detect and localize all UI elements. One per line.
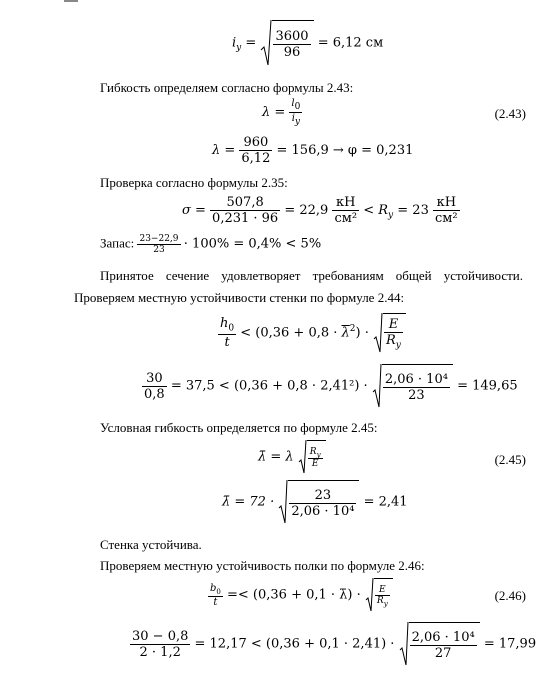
text-accepted: Принятое сечение удовлетворяет требованиям общей устойчивости. bbox=[100, 268, 523, 283]
text-flange-check: Проверяем местную устойчивость полки по формуле 2.46: bbox=[100, 558, 425, 573]
formula-lambda-def: λ = $\frac{l_0}{i_y}$ bbox=[262, 98, 301, 127]
formula-iy: $i_y$ = 3600 96 = 6,12 см bbox=[232, 20, 383, 66]
text-flex-243: Гибкость определяем согласно формулы 2.43: bbox=[100, 80, 354, 95]
formula-lambda-bar-value: λ̄ = 72 · 23 2,06 · 10⁴ = 2,41 bbox=[222, 480, 408, 524]
formula-lambda-value: λ = $\frac{960}{6,12}$ = 156,9 → φ = 0,231 bbox=[212, 135, 414, 166]
formula-margin: Запас: $\frac{23-22,9}{23}$ · 100% = 0,4% < 5% bbox=[100, 234, 322, 255]
eq-number-245: (2.45) bbox=[494, 452, 526, 467]
formula-h0t: $\frac{h_0}{t}$ < $(0,36 + 0,8 \cdot \overline{\lambda}^2)$ · E $R_y$ bbox=[218, 313, 406, 353]
formula-lambda-bar-def: λ̄ = λ $R_y$ E bbox=[258, 440, 326, 474]
page-top-marker bbox=[64, 0, 78, 2]
text-local-check: Проверяем местную устойчивости стенки по формуле 2.44: bbox=[74, 290, 405, 305]
formula-b0t: $\frac{b_0}{t}$ =< (0,36 + 0,1 · λ̄) · E $R_y$ bbox=[208, 578, 393, 612]
eq-number-243: (2.43) bbox=[494, 106, 526, 121]
eq-number-246: (2.46) bbox=[494, 588, 526, 603]
formula-b0t-value: $\frac{30 - 0,8}{2 \cdot 1,2}$ = 12,17 < (0,36 + 0,1 · 2,41) · 2,06 · 10⁴ 27 = 17,99 bbox=[130, 622, 536, 666]
formula-h0t-value: $\frac{30}{0,8}$ = 37,5 < (0,36 + 0,8 · 2,41²) · 2,06 · 10⁴ 23 = 149,65 bbox=[142, 364, 518, 408]
text-check-235: Проверка согласно формулы 2.35: bbox=[100, 175, 288, 190]
text-wall-stable: Стенка устойчива. bbox=[100, 537, 202, 552]
text-cond-flex: Условная гибкость определяется по формуле 2.45: bbox=[100, 420, 378, 435]
formula-sigma: σ = $\frac{507,8}{0,231 \cdot 96}$ = 22,9 кН см² < $R_y = 23$ кН см² bbox=[182, 195, 458, 226]
